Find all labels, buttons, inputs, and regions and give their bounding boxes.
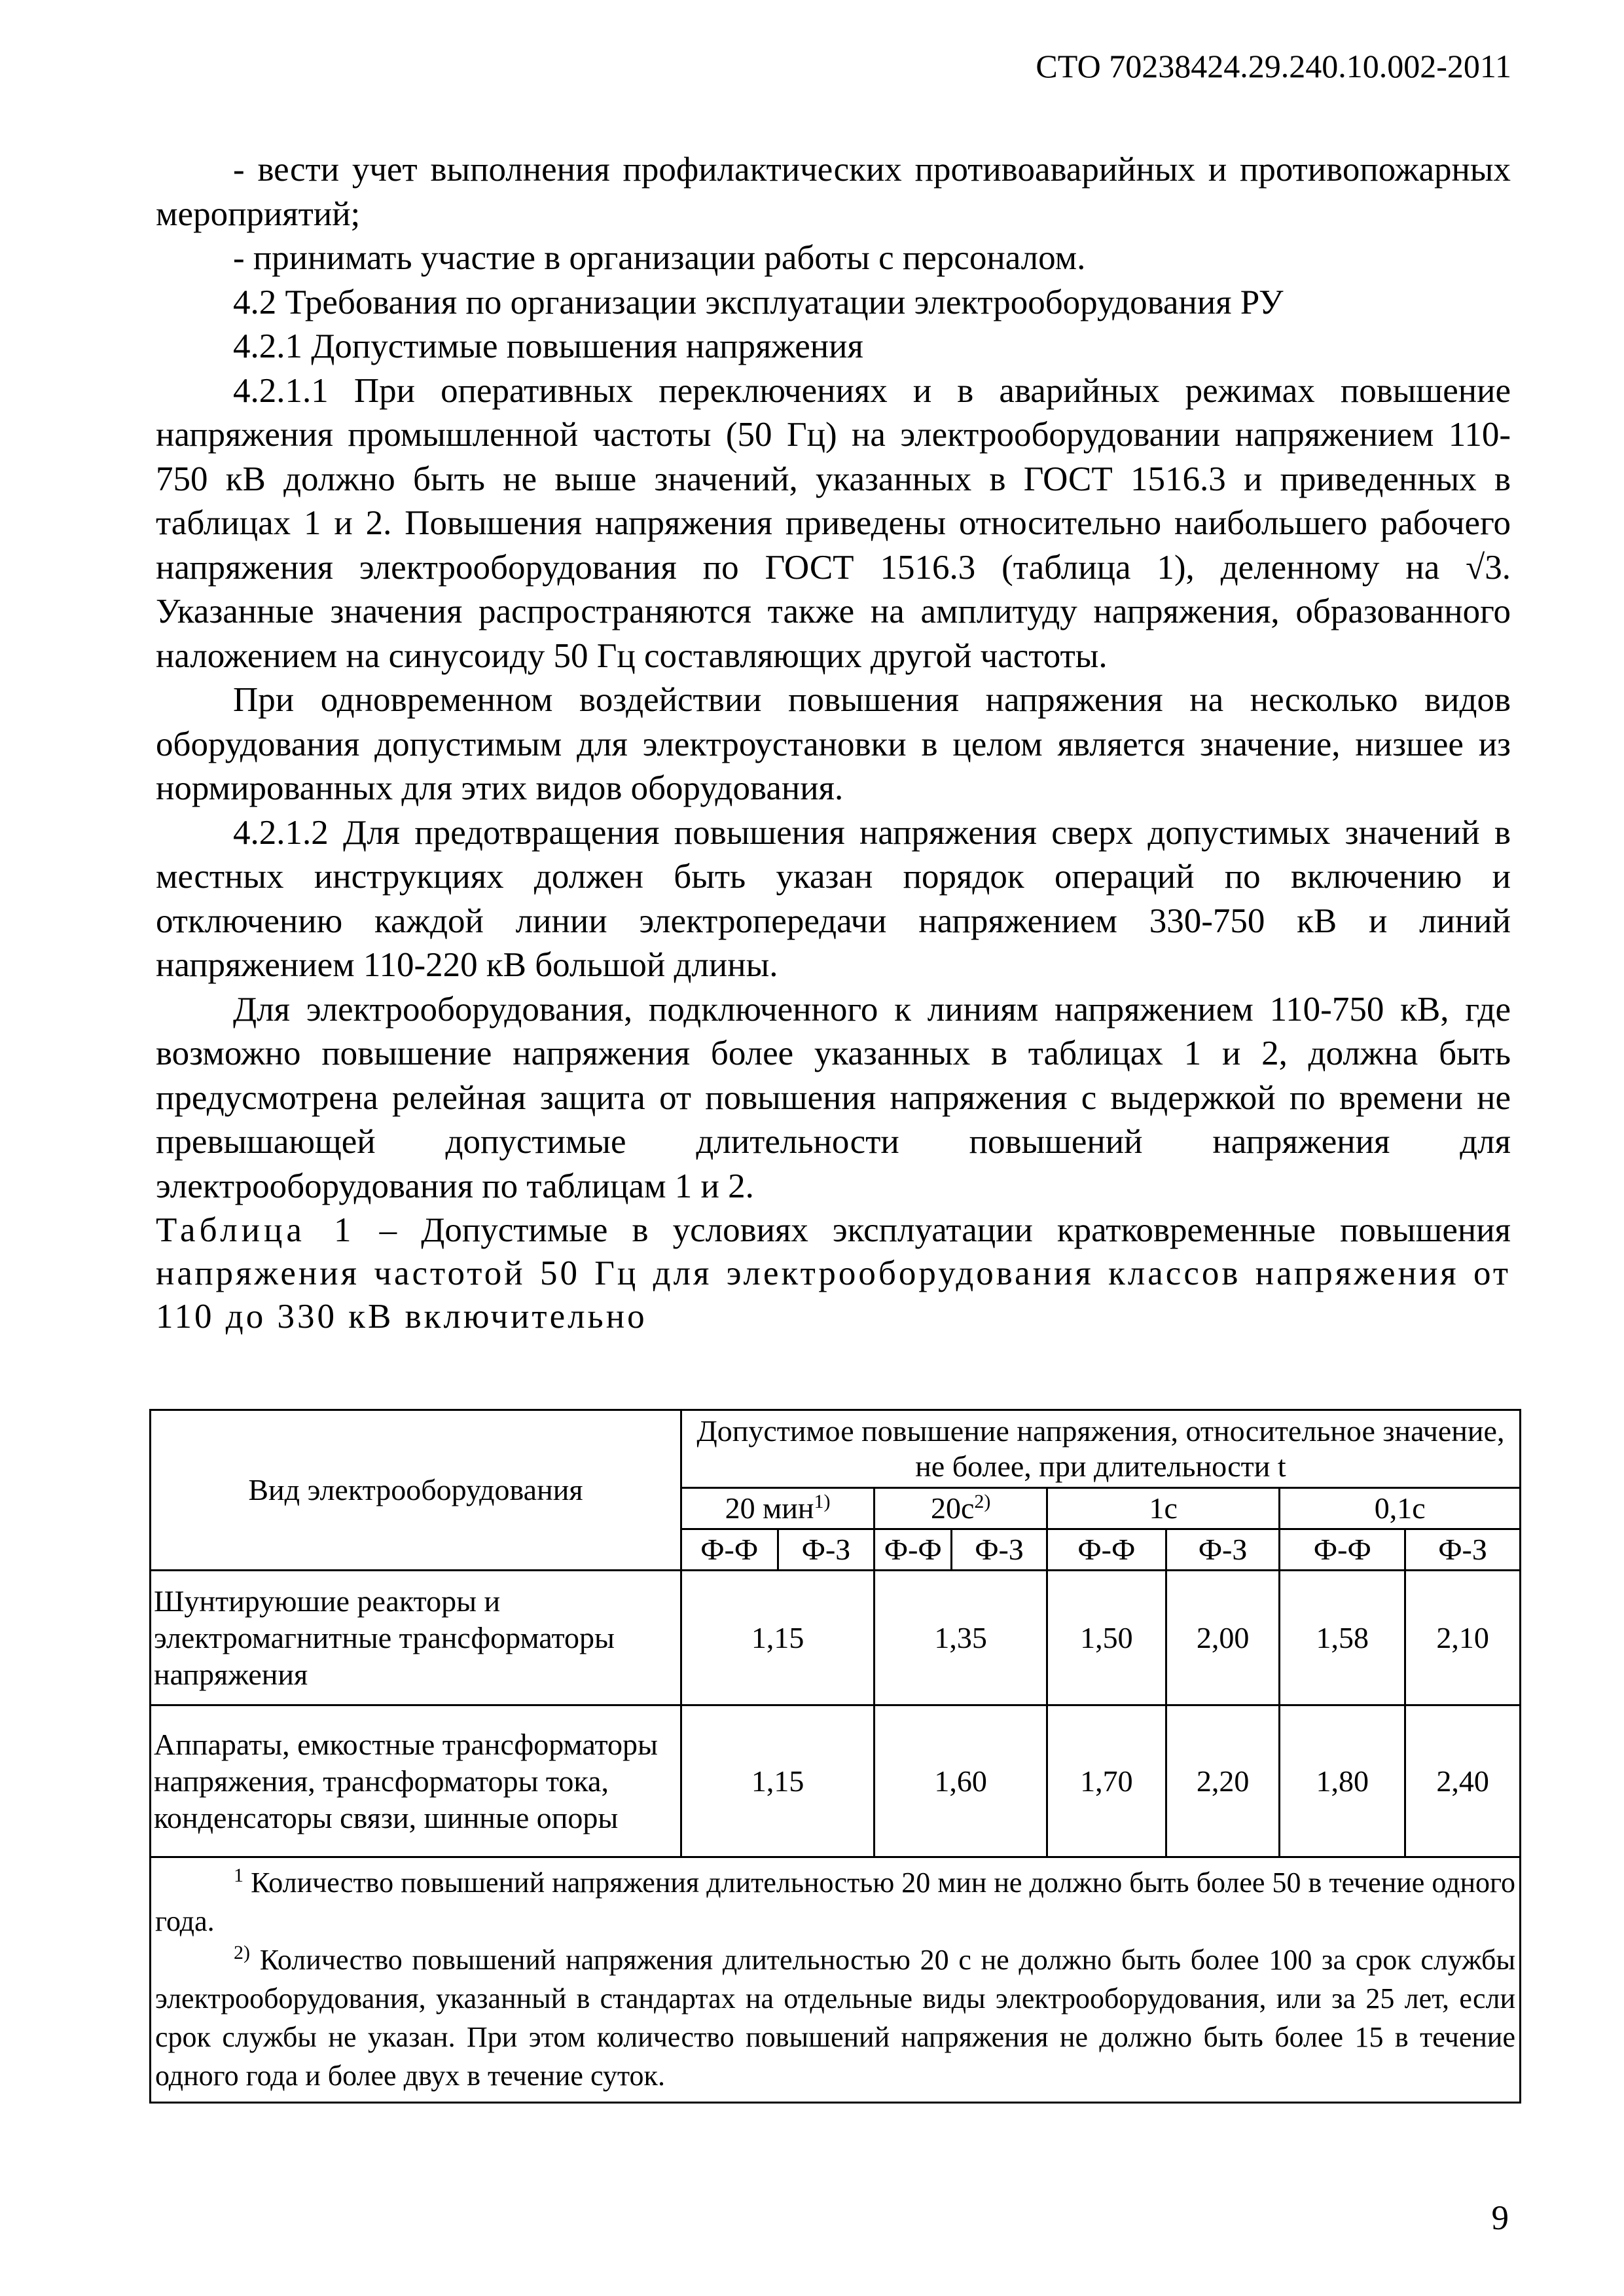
table-row (151, 1705, 1521, 1857)
footnote-mark: 1 (234, 1865, 244, 1886)
subsection-heading: 4.2.1 Допустимые повышения напряжения (233, 327, 863, 365)
header-group-text: Допустимое повышение напряжения, относительное значение, не более, при длительности t (696, 1414, 1505, 1483)
value-cell: 1,58 (1280, 1571, 1405, 1705)
value-cell: 2,20 (1166, 1705, 1280, 1857)
phase-label: Ф-З (778, 1529, 875, 1571)
duration-01s: 0,1с (1280, 1488, 1521, 1529)
table-header-row (151, 1410, 1521, 1488)
value-cell: 2,00 (1166, 1571, 1280, 1705)
value-cell: 1,15 (681, 1571, 875, 1705)
phase-label: Ф-З (1166, 1529, 1280, 1571)
document-body (156, 148, 1511, 1338)
footnote-mark: 2) (234, 1942, 250, 1963)
paragraph: 4.2.1.2 Для предотвращения повышения напряжения сверх допустимых значений в местных инструкциях должен быть указан порядок операций по включению и отключению каждой линии электропередачи напряжением 330-750 кВ и линий напряжением 110-220 кВ большой длины. (156, 813, 1511, 984)
voltage-table (149, 1409, 1521, 2104)
header-equipment: Вид электрооборудования (151, 1410, 681, 1571)
footnote-1 (155, 1863, 1515, 1941)
footnote-text: Количество повышений напряжения длительностью 20 мин не должно быть более 50 в течение одного года. (155, 1867, 1516, 1937)
value-cell: 1,35 (875, 1571, 1047, 1705)
table-caption-label: Таблица 1 (156, 1211, 355, 1249)
phase-label: Ф-З (952, 1529, 1047, 1571)
value-cell: 2,10 (1405, 1571, 1521, 1705)
value-cell: 2,40 (1405, 1705, 1521, 1857)
paragraph: При одновременном воздействии повышения напряжения на несколько видов оборудования допустимым для электроустановки в целом является значение, низшее из нормированных для этих видов оборудования. (156, 681, 1511, 807)
paragraph: 4.2.1.1 При оперативных переключениях и в аварийных режимах повышение напряжения промышленной частоты (50 Гц) на электрооборудовании напряжением 110-750 кВ должно быть не выше значений, указанных в ГОСТ 1516.3 и приведенных в таблицах 1 и 2. Повышения напряжения приведены относительно наибольшего рабочего напряжения электрооборудования по ГОСТ 1516.3 (таблица 1), деленному на √3. Указанные значения распространяются также на амплитуду напряжения, образованного наложением на синусоиду 50 Гц составляющих другой частоты. (156, 371, 1511, 675)
table-caption (156, 1209, 1511, 1338)
equipment-cell: Шунтируюшие реакторы и электромагнитные трансформаторы напряжения (151, 1571, 681, 1705)
duration-20s (875, 1488, 1047, 1529)
bullet-item: - принимать участие в организации работы с персоналом. (233, 239, 1086, 277)
phase-label: Ф-Ф (681, 1529, 778, 1571)
value-cell: 1,70 (1047, 1705, 1166, 1857)
table-notes (151, 1857, 1521, 2103)
footnote-mark: 2) (974, 1491, 991, 1512)
duration-label: 20с (930, 1491, 975, 1525)
page-number: 9 (1491, 2199, 1509, 2237)
phase-label: Ф-З (1405, 1529, 1521, 1571)
value-cell: 1,80 (1280, 1705, 1405, 1857)
value-cell: 1,60 (875, 1705, 1047, 1857)
phase-label: Ф-Ф (1280, 1529, 1405, 1571)
equipment-cell: Аппараты, емкостные трансформаторы напряжения, трансформаторы тока, конденсаторы связи, шинные опоры (151, 1705, 681, 1857)
duration-label: 20 мин (725, 1491, 814, 1525)
table-caption-text: напряжения частотой 50 Гц для электрооборудования классов напряжения от 110 до 330 кВ включительно (156, 1254, 1511, 1336)
bullet-item: - вести учет выполнения профилактических противоаварийных и противопожарных мероприятий; (156, 151, 1511, 233)
table-caption-text: Допустимые в условиях эксплуатации кратковременные повышения (421, 1211, 1511, 1249)
table-caption-dash: – (355, 1211, 422, 1249)
paragraph: Для электрооборудования, подключенного к линиям напряжением 110-750 кВ, где возможно повышение напряжения более указанных в таблицах 1 и 2, должна быть предусмотрена релейная защита от повышения напряжения с выдержкой по времени не превышающей допустимые длительности повышений напряжения для электрооборудования по таблицам 1 и 2. (156, 990, 1511, 1205)
section-heading: 4.2 Требования по организации эксплуатации электрооборудования РУ (233, 283, 1284, 321)
phase-label: Ф-Ф (875, 1529, 952, 1571)
table-row (151, 1571, 1521, 1705)
footnote-mark: 1) (814, 1491, 831, 1512)
table-notes-row (151, 1857, 1521, 2103)
header-group (681, 1410, 1520, 1488)
footnote-text: Количество повышений напряжения длительностью 20 с не должно быть более 100 за срок службы электрооборудования, указанный в стандартах на отдельные виды электрооборудования, или за 25 лет, если срок службы не указан. При этом количество повышений напряжения не должно быть более 15 в течение одного года и более двух в течение суток. (155, 1944, 1516, 2092)
duration-1s: 1с (1047, 1488, 1280, 1529)
footnote-2 (155, 1941, 1515, 2095)
duration-20min (681, 1488, 875, 1529)
phase-label: Ф-Ф (1047, 1529, 1166, 1571)
value-cell: 1,15 (681, 1705, 875, 1857)
value-cell: 1,50 (1047, 1571, 1166, 1705)
document-code: СТО 70238424.29.240.10.002-2011 (1036, 48, 1511, 84)
